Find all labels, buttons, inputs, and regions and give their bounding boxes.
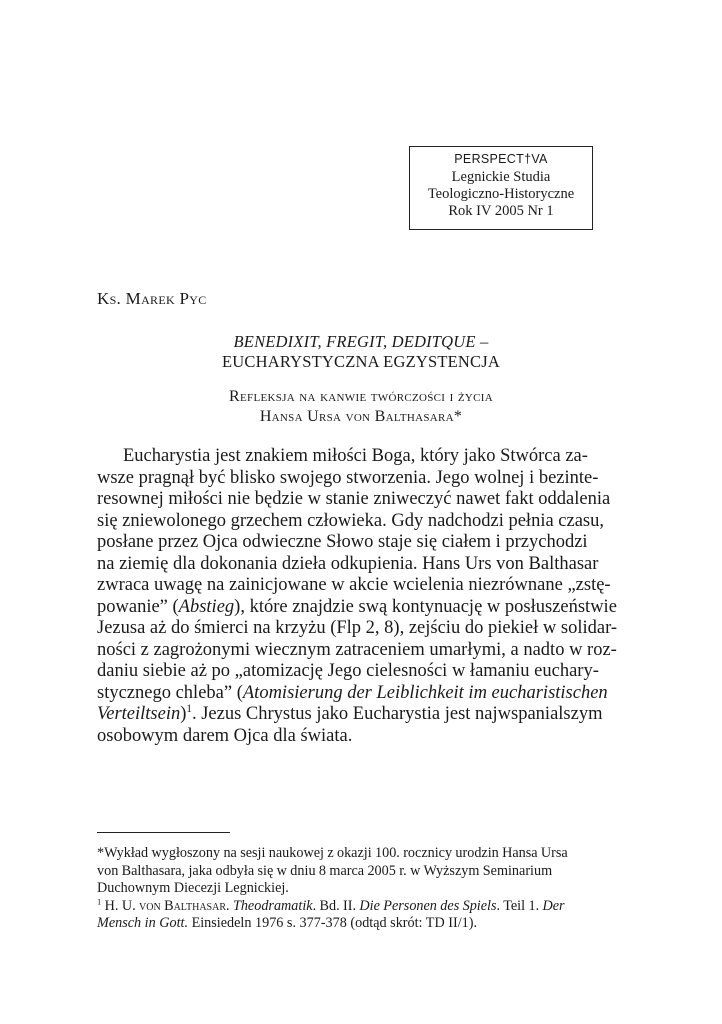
footnote-line: *Wykład wygłoszony na sesji naukowej z okazji 100. rocznicy urodzin Hansa Ursa	[97, 845, 568, 861]
text-run: powanie” (	[97, 596, 179, 617]
footnote-line	[97, 898, 627, 916]
text-run: . Bd. II.	[312, 897, 360, 914]
body-line: Eucharystia jest znakiem miłości Boga, który jako Stwórca za-	[123, 446, 588, 466]
article-subtitle-line1: Refleksja na kanwie twórczości i życia	[229, 388, 493, 405]
cited-title: Die Personen des Spiels	[359, 897, 497, 914]
cited-title: Theodramatik	[232, 897, 313, 914]
article-title-latin: BENEDIXIT, FREGIT, DEDITQUE –	[233, 332, 489, 351]
article-title: EUCHARYSTYCZNA EGZYSTENCJA	[222, 352, 500, 371]
article-subtitle-line2: Hansa Ursa von Balthasara*	[259, 408, 463, 425]
journal-series: Legnickie Studia	[451, 169, 551, 185]
body-line: wsze pragnął być blisko swojego stworzenia. Jego wolnej i bezinte-	[97, 467, 599, 488]
cited-title: Mensch in Gott.	[97, 915, 189, 932]
journal-info-box	[409, 146, 593, 230]
italic-quote: Verteiltsein	[97, 704, 181, 724]
footnote-ref: 1	[186, 702, 192, 715]
body-line	[97, 683, 625, 705]
body-line: się zniewolonego grzechem człowieka. Gdy nadchodzi pełnia czasu,	[97, 510, 604, 531]
footnote-line	[97, 915, 627, 933]
body-line: zwraca uwagę na zainicjowane w akcie wcielenia niezrównane „zstę-	[97, 575, 611, 595]
text-run: ), które znajdzie swą kontynuację w posłuszeństwie	[234, 596, 617, 617]
footnotes	[97, 845, 627, 933]
text-run: .	[226, 897, 233, 914]
footnote-separator	[97, 832, 230, 833]
italic-term: Abstieg	[178, 596, 235, 617]
body-line: Jezusa aż do śmierci na krzyżu (Flp 2, 8), zejściu do piekieł w solidar-	[97, 618, 618, 638]
body-paragraph	[97, 446, 625, 747]
text-run: Einsiedeln 1976 s. 377-378 (odtąd skrót: TD II/1).	[188, 915, 477, 932]
cited-title: Der	[542, 897, 565, 914]
journal-subtitle: Teologiczno-Historyczne	[427, 186, 575, 202]
body-line: osobowym darem Ojca dla świata.	[97, 725, 353, 746]
body-line: na ziemię dla dokonania dzieła odkupienia. Hans Urs von Balthasar	[97, 553, 599, 574]
body-line: resownej miłości nie będzie w stanie zniweczyć nawet fakt oddalenia	[97, 489, 611, 509]
text-run: )	[180, 704, 187, 724]
text-run: . Jezus Chrystus jako Eucharystia jest najwspanialszym	[191, 704, 603, 724]
text-run: . Teil 1.	[496, 897, 543, 914]
body-line	[97, 704, 625, 726]
journal-name: PERSPECT†VA	[454, 152, 548, 166]
footnote-marker: 1	[97, 896, 102, 907]
journal-issue: Rok IV 2005 Nr 1	[448, 203, 554, 219]
body-line: posłane przez Ojca odwieczne Słowo staje się ciałem i przychodzi	[97, 532, 588, 552]
body-line: daniu siebie aż po „atomizację Jego cielesności w łamaniu euchary-	[97, 661, 599, 681]
body-line: ności z zagrożonymi wiecznym zatraceniem umarłymi, a nadto w roz-	[97, 639, 617, 660]
text-run: stycznego chleba” (	[97, 682, 243, 703]
author-name: Ks. Marek Pyc	[97, 289, 207, 308]
italic-quote: Atomisierung der Leiblichkeit im eucharistischen	[242, 682, 608, 703]
body-line	[97, 597, 625, 619]
footnote-line: von Balthasara, jaka odbyła się w dniu 8 marca 2005 r. w Wyższym Seminarium	[97, 862, 553, 879]
cited-author: H. U. von Balthasar	[104, 897, 226, 914]
footnote-line: Duchownym Diecezji Legnickiej.	[97, 880, 289, 897]
